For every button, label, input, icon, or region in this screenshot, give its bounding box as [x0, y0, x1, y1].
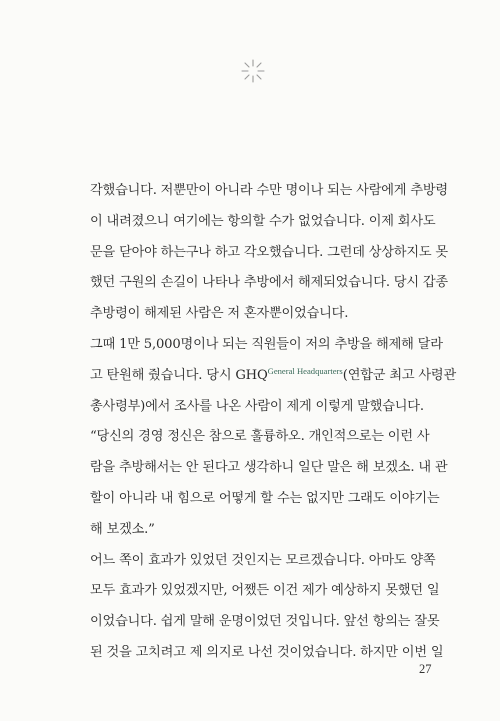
text-line: 했던 구원의 손길이 나타나 추방에서 해제되었습니다. 당시 갑종	[90, 275, 448, 291]
gloss-annotation: General Headquarters	[267, 365, 343, 376]
text-line: 각했습니다. 저뿐만이 아니라 수만 명이나 되는 사람에게 추방령	[90, 183, 448, 198]
text-line	[90, 361, 457, 392]
text-line: 어느 쪽이 효과가 있었던 것인지는 모르겠습니다. 아마도 양쪽	[90, 552, 436, 568]
page-number: 27	[419, 662, 432, 676]
text-segment: (연합군 최고 사령관	[342, 367, 457, 383]
sparkle-icon	[240, 58, 266, 84]
text-line: “당신의 경영 정신은 참으로 훌륭하오. 개인적으로는 이런 사	[90, 429, 430, 445]
text-line: 된 것을 고치려고 제 의지로 나선 것이었습니다. 하지만 이번 일	[90, 644, 444, 660]
text-line: 해 보겠소.”	[90, 521, 155, 537]
text-segment: 고 탄원해 줬습니다. 당시 GHQ	[90, 367, 268, 383]
text-line: 할이 아니라 내 힘으로 어떻게 할 수는 없지만 그래도 이야기는	[90, 490, 440, 506]
text-line: 이 내려졌으니 여기에는 항의할 수가 없었습니다. 이제 회사도	[90, 213, 436, 229]
text-line: 추방령이 해제된 사람은 저 혼자뿐이었습니다.	[90, 306, 349, 322]
text-line: 총사령부)에서 조사를 나온 사람이 제게 이렇게 말했습니다.	[90, 398, 424, 414]
text-line: 이었습니다. 쉽게 말해 운명이었던 것입니다. 앞선 항의는 잘못	[90, 614, 440, 630]
text-line: 문을 닫아야 하는구나 하고 각오했습니다. 그런데 상상하지도 못	[90, 244, 448, 260]
text-line: 그때 1만 5,000명이나 되는 직원들이 저의 추방을 해제해 달라	[90, 336, 443, 352]
text-line: 람을 추방해서는 안 된다고 생각하니 일단 말은 해 보겠소. 내 관	[90, 460, 448, 476]
text-line: 모두 효과가 있었겠지만, 어쨌든 이건 제가 예상하지 못했던 일	[90, 583, 440, 599]
